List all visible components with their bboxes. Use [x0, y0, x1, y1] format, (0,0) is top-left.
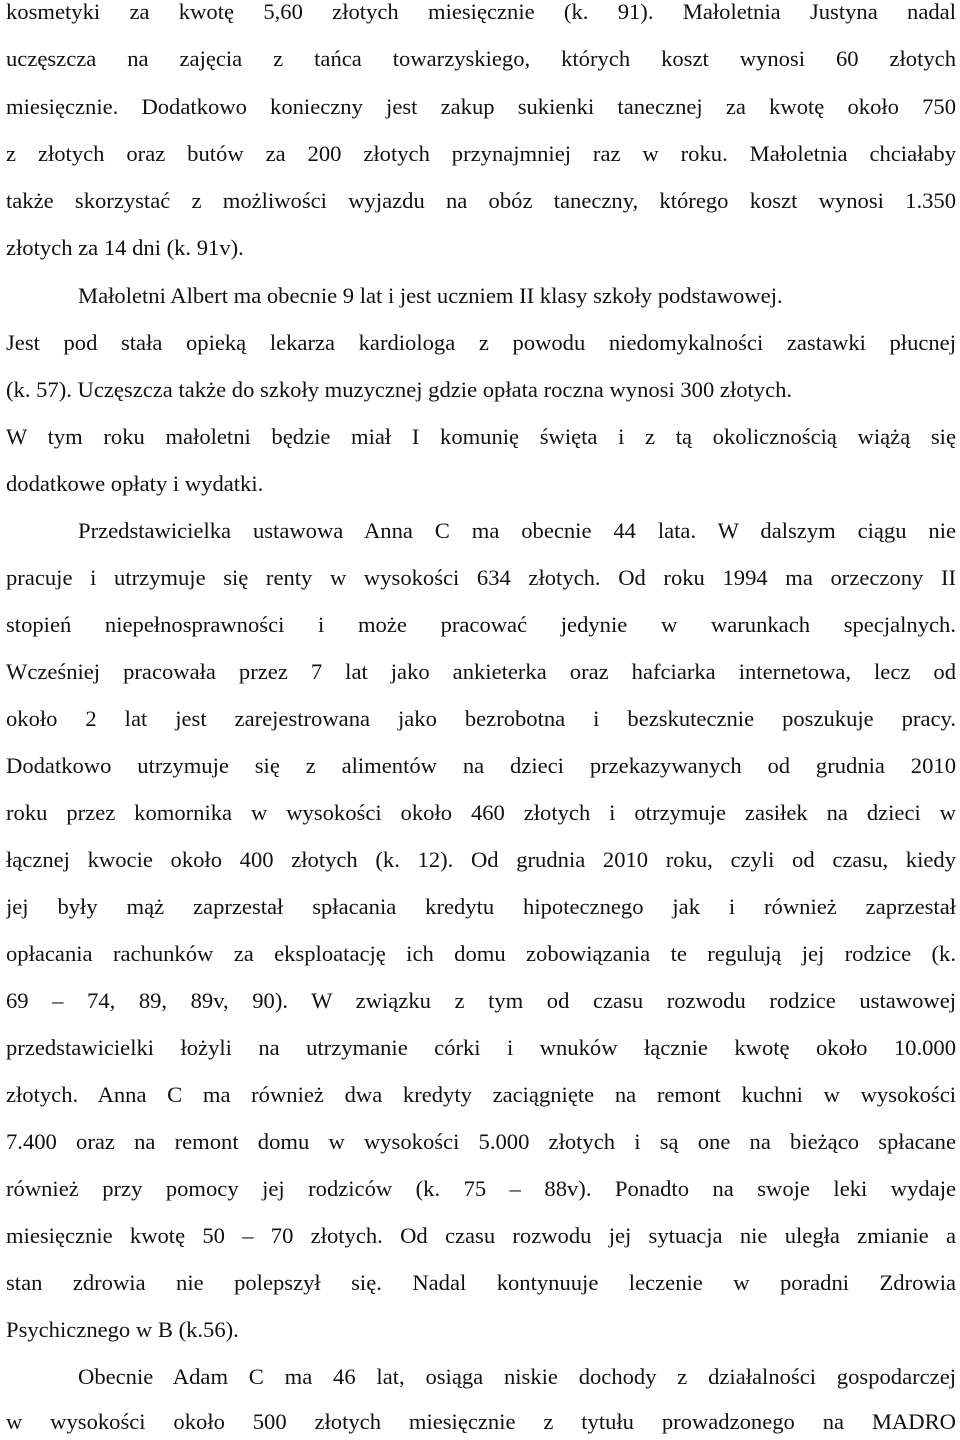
text-line: Dodatkowo utrzymuje się z alimentów na dzieci przekazywanych od grudnia 2010	[6, 753, 956, 778]
text-line: (k. 57). Uczęszcza także do szkoły muzycznej gdzie opłata roczna wynosi 300 złotych.	[6, 377, 793, 402]
text-line: Psychicznego w B (k.56).	[6, 1317, 239, 1342]
text-line: stopień niepełnosprawności i może pracować jedynie w warunkach specjalnych.	[6, 612, 956, 637]
text-line: z złotych oraz butów za 200 złotych przynajmniej raz w roku. Małoletnia chciałaby	[6, 141, 956, 166]
text-line: Wcześniej pracowała przez 7 lat jako ankieterka oraz hafciarka internetowa, lecz od	[6, 659, 956, 684]
text-line: miesięcznie kwotę 50 – 70 złotych. Od czasu rozwodu jej sytuacja nie uległa zmianie a	[6, 1223, 956, 1248]
text-line: roku przez komornika w wysokości około 460 złotych i otrzymuje zasiłek na dzieci w	[6, 800, 956, 825]
document-page	[6, 0, 956, 1440]
text-line: w wysokości około 500 złotych miesięcznie z tytułu prowadzonego na MADRO	[6, 1409, 956, 1434]
text-line: jej były mąż zaprzestał spłacania kredytu hipotecznego jak i również zaprzestał	[6, 894, 956, 919]
text-line: Jest pod stała opieką lekarza kardiologa z powodu niedomykalności zastawki płucnej	[6, 330, 956, 355]
text-line: kosmetyki za kwotę 5,60 złotych miesięcznie (k. 91). Małoletnia Justyna nadal	[6, 0, 956, 24]
text-line: łącznej kwocie około 400 złotych (k. 12). Od grudnia 2010 roku, czyli od czasu, kiedy	[6, 847, 956, 872]
text-line: także skorzystać z możliwości wyjazdu na obóz taneczny, którego koszt wynosi 1.350	[6, 188, 956, 213]
text-line: opłacania rachunków za eksploatację ich domu zobowiązania te regulują jej rodzice (k.	[6, 941, 956, 966]
text-line: pracuje i utrzymuje się renty w wysokości 634 złotych. Od roku 1994 ma orzeczony II	[6, 565, 956, 590]
text-line: dodatkowe opłaty i wydatki.	[6, 471, 264, 496]
text-line: przedstawicielki łożyli na utrzymanie córki i wnuków łącznie kwotę około 10.000	[6, 1035, 956, 1060]
text-line: 7.400 oraz na remont domu w wysokości 5.000 złotych i są one na bieżąco spłacane	[6, 1129, 956, 1154]
text-line: złotych. Anna C ma również dwa kredyty zaciągnięte na remont kuchni w wysokości	[6, 1082, 956, 1107]
text-line: stan zdrowia nie polepszył się. Nadal kontynuuje leczenie w poradni Zdrowia	[6, 1270, 956, 1295]
text-line: Przedstawicielka ustawowa Anna C ma obecnie 44 lata. W dalszym ciągu nie	[78, 518, 956, 543]
text-line: Obecnie Adam C ma 46 lat, osiąga niskie dochody z działalności gospodarczej	[78, 1364, 956, 1389]
text-line: uczęszcza na zajęcia z tańca towarzyskiego, których koszt wynosi 60 złotych	[6, 46, 956, 71]
text-line: złotych za 14 dni (k. 91v).	[6, 235, 244, 260]
text-line: miesięcznie. Dodatkowo konieczny jest zakup sukienki tanecznej za kwotę około 750	[6, 94, 956, 119]
text-line: również przy pomocy jej rodziców (k. 75 – 88v). Ponadto na swoje leki wydaje	[6, 1176, 956, 1201]
text-line: około 2 lat jest zarejestrowana jako bezrobotna i bezskutecznie poszukuje pracy.	[6, 706, 956, 731]
text-line: W tym roku małoletni będzie miał I komunię święta i z tą okolicznością wiążą się	[6, 424, 956, 449]
text-line: Małoletni Albert ma obecnie 9 lat i jest uczniem II klasy szkoły podstawowej.	[78, 283, 783, 308]
text-line: 69 – 74, 89, 89v, 90). W związku z tym od czasu rozwodu rodzice ustawowej	[6, 988, 956, 1013]
